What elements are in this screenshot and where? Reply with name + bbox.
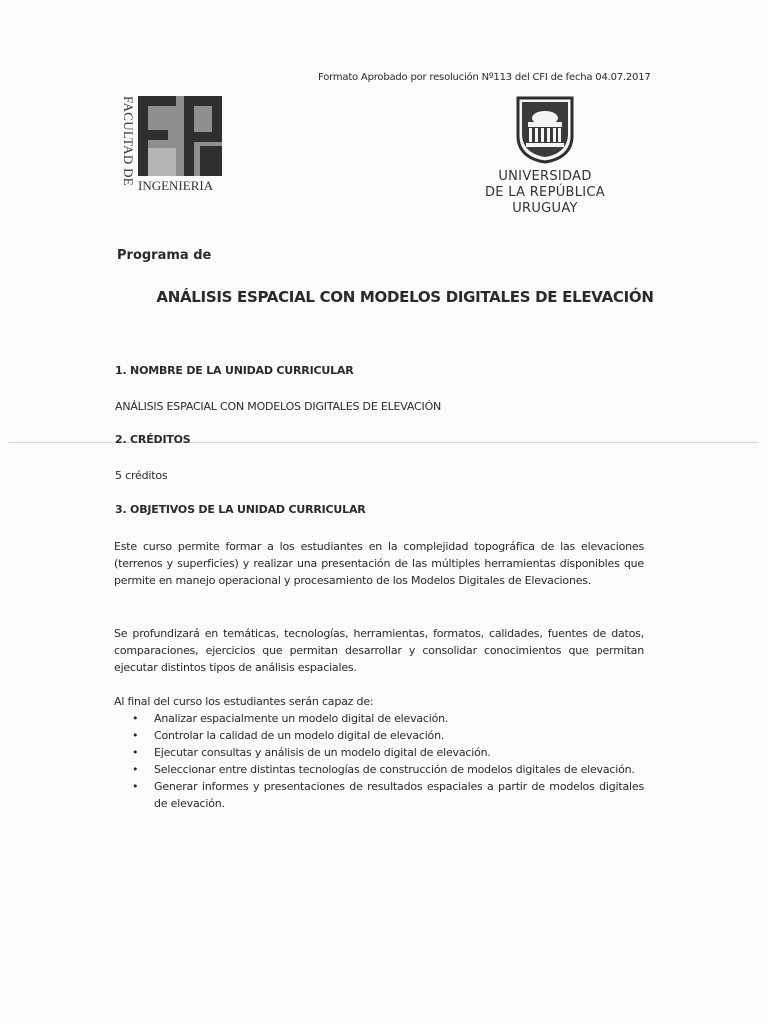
objectives-paragraph-1: Este curso permite formar a los estudiantes en la complejidad topográfica de las elevaciones (terrenos y superficies) y realizar una presentación de las múltiples herramientas disponibles que permite en manejo operacional y procesamiento de los Modelos Digitales de Elevaciones. — [114, 540, 644, 587]
bullet-icon: • — [132, 712, 139, 725]
list-item-text: Controlar la calidad de un modelo digital de elevación. — [154, 729, 445, 742]
university-name-line1: UNIVERSIDAD — [498, 169, 592, 184]
bullet-icon: • — [132, 729, 139, 742]
section-1-heading: 1. NOMBRE DE LA UNIDAD CURRICULAR — [115, 364, 354, 377]
program-label: Programa de — [117, 248, 212, 263]
university-name — [480, 169, 610, 217]
approval-note: Formato Aprobado por resolución Nº113 del CFI de fecha 04.07.2017 — [318, 72, 651, 83]
objectives-list — [114, 710, 644, 812]
bullet-icon: • — [132, 746, 139, 759]
university-name-line2: DE LA REPÚBLICA — [485, 185, 605, 200]
faculty-logo-vertical-text: FACULTAD DE — [121, 96, 136, 187]
objectives-intro: Al final del curso los estudiantes serán capaz de: — [114, 695, 374, 708]
list-item — [114, 778, 644, 812]
section-2-heading: 2. CRÉDITOS — [115, 433, 191, 446]
list-item — [114, 710, 644, 727]
faculty-logo-bottom-text: INGENIERIA — [138, 178, 214, 193]
page-title: ANÁLISIS ESPACIAL CON MODELOS DIGITALES DE ELEVACIÓN — [156, 288, 654, 306]
faculty-logo — [120, 96, 230, 200]
list-item-text: Analizar espacialmente un modelo digital de elevación. — [154, 712, 449, 725]
list-item — [114, 761, 644, 778]
section-3-heading: 3. OBJETIVOS DE LA UNIDAD CURRICULAR — [115, 503, 366, 516]
faculty-emblem-icon — [138, 96, 222, 178]
list-item-text: Generar informes y presentaciones de resultados espaciales a partir de modelos digitales de elevación. — [154, 780, 644, 810]
section-2-value: 5 créditos — [115, 469, 168, 482]
university-emblem-icon — [516, 96, 574, 164]
university-name-line3: URUGUAY — [512, 201, 578, 216]
university-logo — [480, 96, 610, 220]
list-item — [114, 727, 644, 744]
list-item-text: Seleccionar entre distintas tecnologías de construcción de modelos digitales de elevación. — [154, 763, 635, 776]
list-item — [114, 744, 644, 761]
list-item-text: Ejecutar consultas y análisis de un modelo digital de elevación. — [154, 746, 491, 759]
bullet-icon: • — [132, 780, 139, 793]
bullet-icon: • — [132, 763, 139, 776]
objectives-paragraph-2: Se profundizará en temáticas, tecnologías, herramientas, formatos, calidades, fuentes de datos, comparaciones, ejercicios que permitan desarrollar y consolidar conocimientos que permitan ejecutar distintos tipos de análisis espaciales. — [114, 627, 644, 674]
section-1-value: ANÁLISIS ESPACIAL CON MODELOS DIGITALES DE ELEVACIÓN — [115, 400, 442, 413]
